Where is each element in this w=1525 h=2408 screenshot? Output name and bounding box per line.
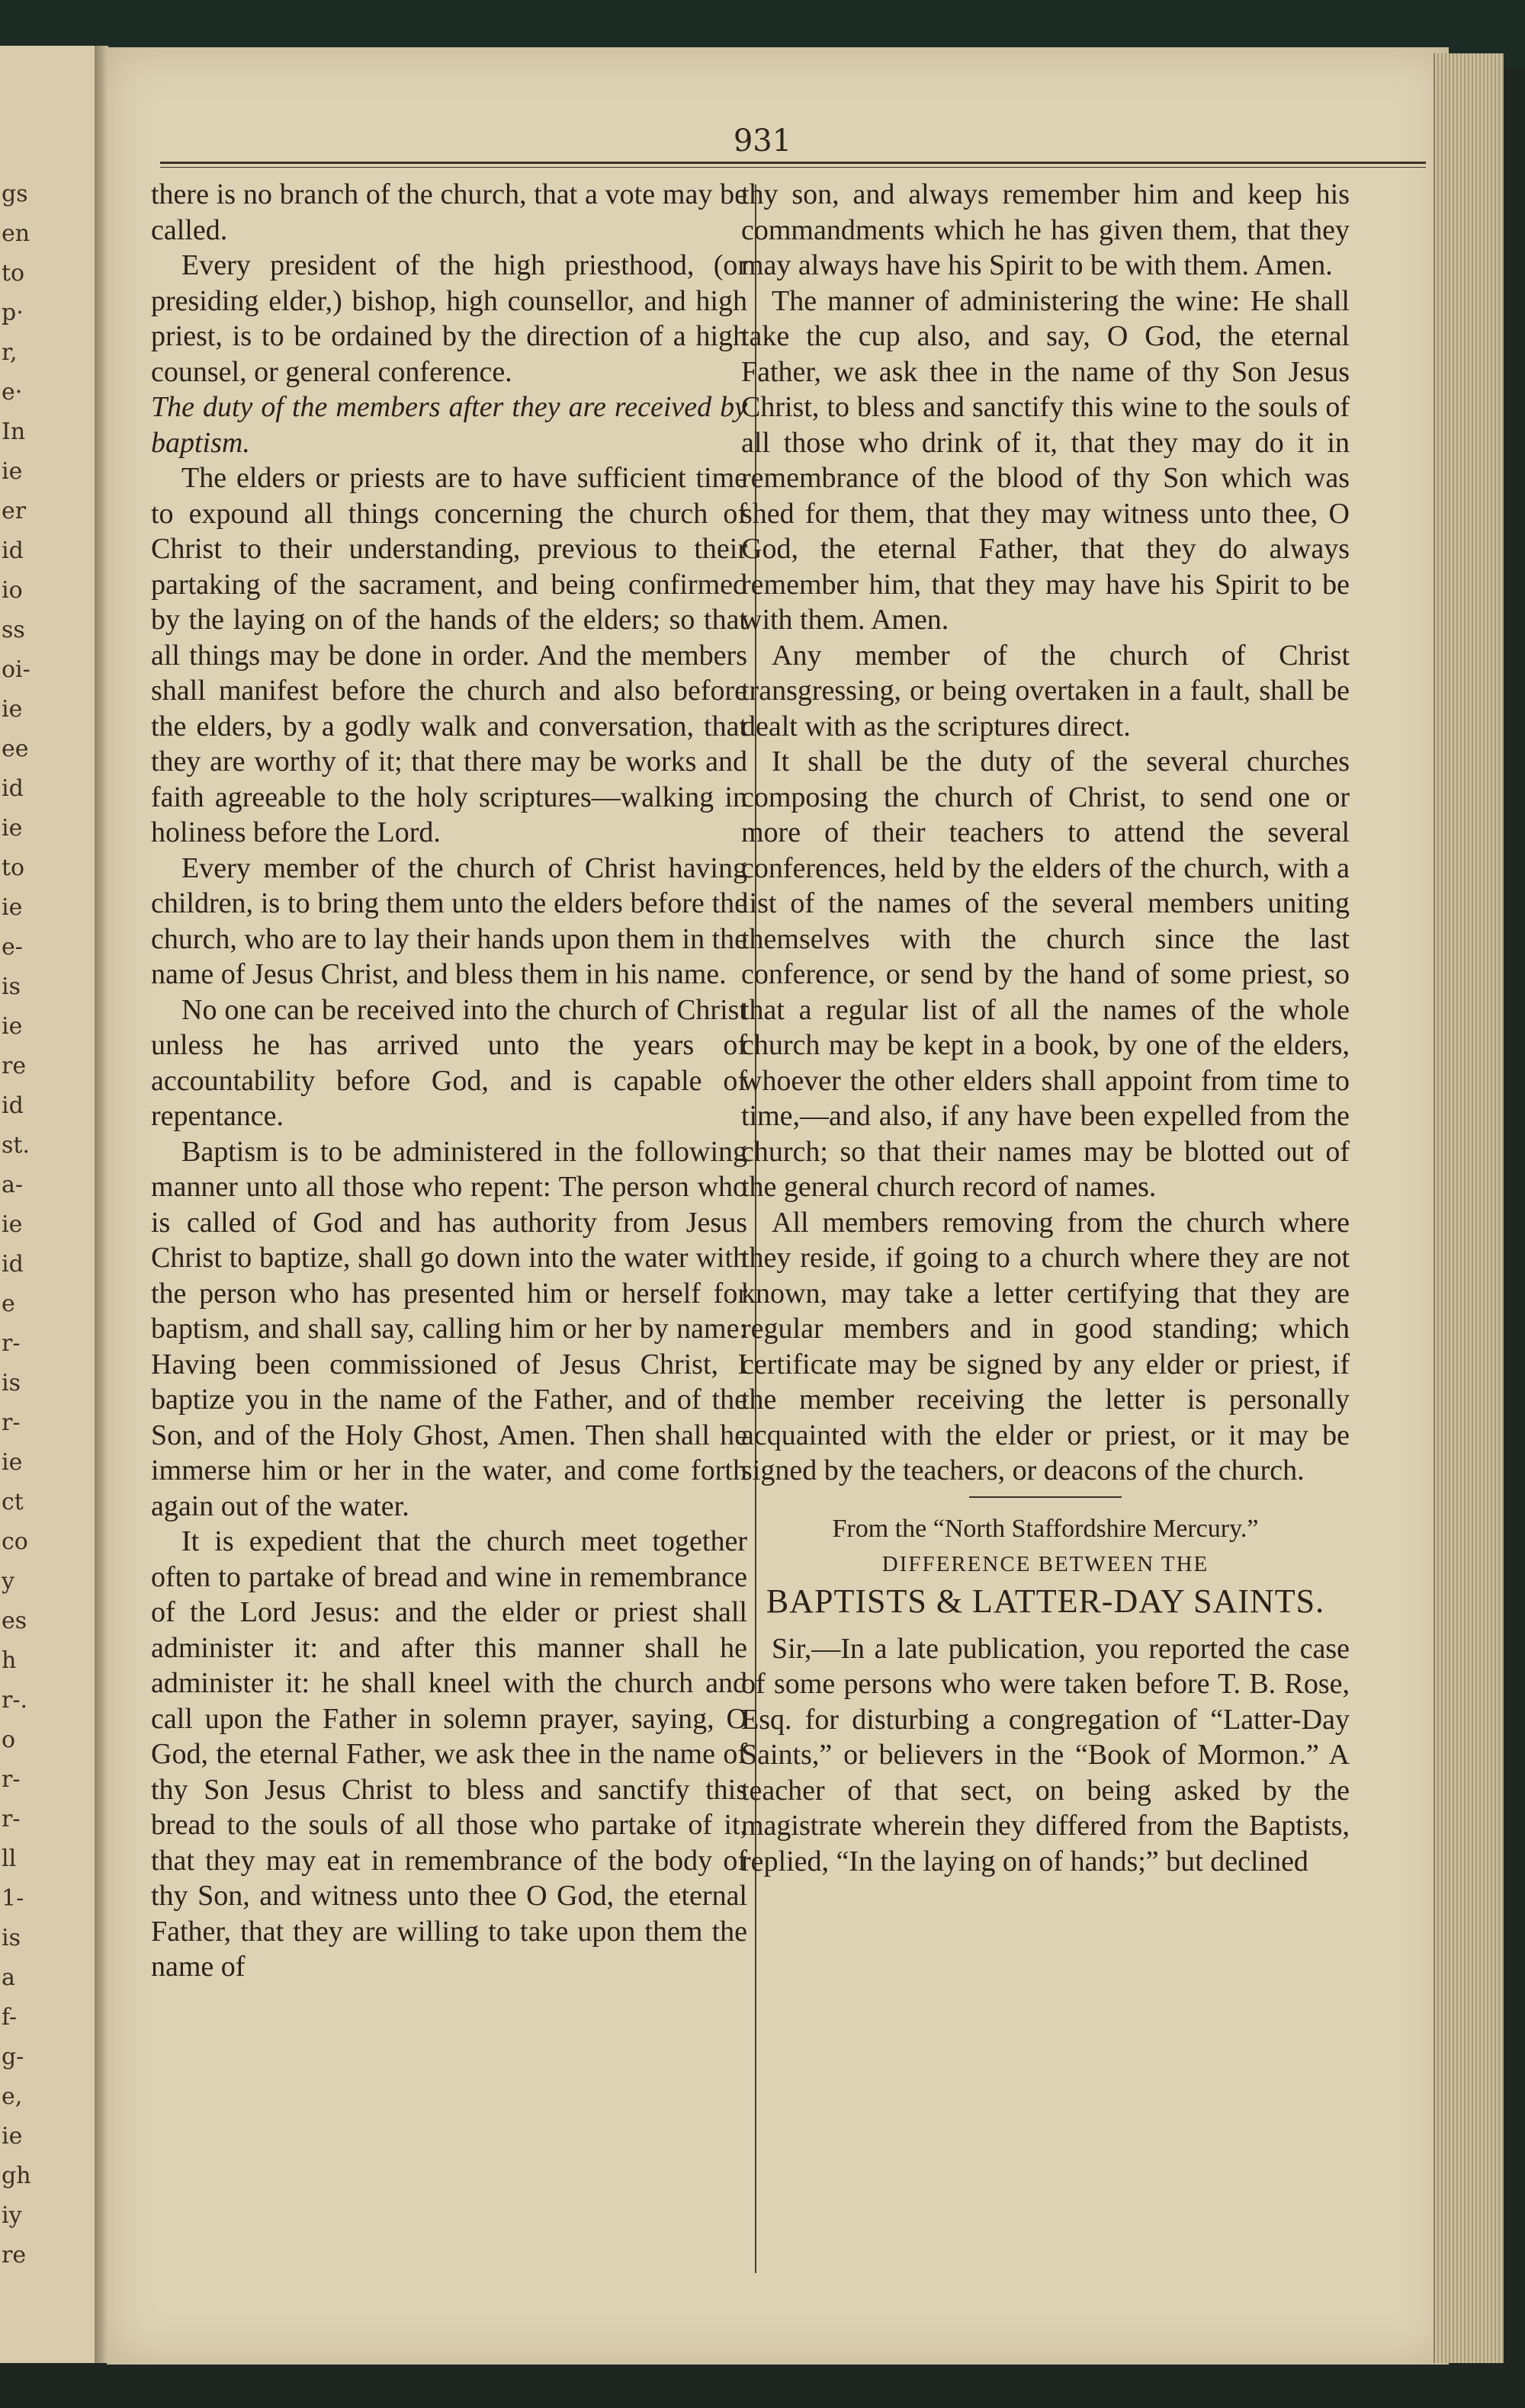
facing-page-fragment: ie (2, 894, 23, 921)
facing-page-fragment: r-. (2, 1687, 28, 1714)
facing-page-fragment: oi- (2, 656, 30, 683)
paragraph: Baptism is to be administered in the following manner unto all those who repent: The person who is called of God and has authority from Jesus Christ to baptize, shall go down into the water with the person who has presented him or herself for baptism, and shall say, calling him or her by name: Having been commissioned of Jesus Christ, I baptize you in the name of the Father, and of the Son, and of the Holy Ghost, Amen. Then shall he immerse him or her in the water, and come forth again out of the water. (151, 1135, 747, 1522)
facing-page-fragment: e- (2, 934, 23, 960)
paragraph: thy son, and always remember him and keep his commandments which he has given them, that they may always have his Spirit to be with them. Amen. (741, 178, 1350, 281)
facing-page-fragment: ie (2, 1211, 23, 1238)
facing-page-fragment: h (2, 1647, 17, 1674)
facing-page-fragment: id (2, 775, 24, 802)
facing-page-fragment: id (2, 1251, 24, 1278)
paragraph: No one can be received into the church of Christ unless he has arrived unto the years of accountability before God, and is capable of repentance. (151, 993, 747, 1132)
paragraph: The elders or priests are to have sufficient time to expound all things concerning the church of Christ to their understanding, previous to their partaking of the sacrament, and being confirmed by the laying on of the hands of the elders; so that all things may be done in order. And the members shall manifest before the church and also before the elders, by a godly walk and conversation, that they are worthy of it; that there may be works and faith agreeable to the holy scriptures—walking in holiness before the Lord. (151, 462, 747, 848)
header-rule-thin (160, 167, 1426, 168)
facing-page-fragment: id (2, 537, 24, 564)
facing-page-fragment: en (2, 220, 30, 247)
paragraph: It shall be the duty of the several churches composing the church of Christ, to send one or more of their teachers to attend the several conferences, held by the elders of the church, with a list of the names of the several members uniting themselves with the church since the last conference, or send by the hand of some priest, so that a regular list of all the names of the whole church may be kept in a book, by one of the elders, whoever the other elders shall appoint from time to time,—and also, if any have been expelled from the church; so that their names may be blotted out of the general church record of names. (741, 745, 1350, 1203)
article-body: Sir,—In a late publication, you reported the case of some persons who were taken before T. B. Rose, Esq. for disturbing a congregation of “Latter-Day Saints,” or believers in the “Book of Mormon.” A teacher of that sect, on being asked by the magistrate wherein they differed from the Baptists, replied, “In the laying on of hands;” but declined (741, 1632, 1350, 1877)
page-stack-edge (1434, 53, 1504, 2363)
facing-page-fragment: a- (2, 1172, 24, 1198)
left-column (151, 177, 747, 1985)
facing-page-fragment: r- (2, 1330, 21, 1357)
facing-page-fragment: g- (2, 2044, 24, 2070)
facing-page-fragment: In (2, 418, 26, 445)
facing-page-edge (0, 46, 99, 2363)
facing-page-fragment: is (2, 1925, 21, 1951)
right-column (741, 177, 1350, 1879)
article-source: From the “North Staffordshire Mercury.” (832, 1514, 1259, 1543)
facing-page-fragment: e (2, 1291, 15, 1317)
facing-page-fragment: id (2, 1092, 24, 1119)
paragraph: The manner of administering the wine: He shall take the cup also, and say, O God, the eternal Father, we ask thee in the name of thy Son Jesus Christ, to bless and sanctify this wine to the souls of all those who drink of it, that they may do it in remembrance of the blood of thy Son which was shed for them, that they may witness unto thee, O God, the eternal Father, that they do always remember him, that they may have his Spirit to be with them. Amen. (741, 284, 1350, 636)
facing-page-fragment: st. (2, 1132, 30, 1159)
right-column-paragraphs (741, 177, 1350, 1489)
facing-page-fragment: ee (2, 736, 29, 762)
facing-page-fragment: 1- (2, 1885, 24, 1912)
facing-page-fragment: r, (2, 339, 18, 366)
facing-page-fragment: ie (2, 1449, 23, 1476)
facing-page-fragment: iy (2, 2202, 22, 2229)
facing-page-fragment: co (2, 1528, 28, 1555)
facing-page-fragment: es (2, 1608, 27, 1634)
facing-page-fragment: f- (2, 2004, 18, 2031)
paragraph: All members removing from the church where they reside, if going to a church where they are not known, may take a letter certifying that they are regular members and in good standing; which certificate may be signed by any elder or priest, if the member receiving the letter is personally acquainted with the elder or priest, or it may be signed by the teachers, or deacons of the church. (741, 1206, 1350, 1486)
facing-page-fragment: r- (2, 1409, 21, 1436)
page-number: 931 (733, 123, 792, 159)
facing-page-fragment: ie (2, 458, 23, 485)
facing-page-fragment: ie (2, 696, 23, 723)
facing-page-fragment: o (2, 1727, 16, 1753)
article-divider (969, 1496, 1122, 1498)
paragraph: Every president of the high priesthood, (or presiding elder,) bishop, high counsellor, and high priest, is to be ordained by the direction of a high counsel, or general conference. (151, 249, 747, 388)
paragraph: The duty of the members after they are received by baptism. (151, 391, 747, 459)
article-kicker: DIFFERENCE BETWEEN THE (881, 1552, 1209, 1576)
facing-page-fragment: r- (2, 1806, 21, 1832)
paragraph: there is no branch of the church, that a vote may be called. (151, 178, 747, 246)
paragraph: Any member of the church of Christ transgressing, or being overtaken in a fault, shall be dealt with as the scriptures direct. (741, 639, 1350, 742)
facing-page-fragment: ie (2, 2123, 23, 2150)
header-rule (160, 162, 1426, 164)
facing-page-fragment: r- (2, 1766, 21, 1793)
facing-page-fragment: io (2, 577, 23, 604)
facing-page-fragment: ie (2, 1013, 23, 1040)
facing-page-fragment: is (2, 973, 21, 1000)
facing-page-fragment: e· (2, 379, 23, 406)
facing-page-fragment: a (2, 1964, 15, 1991)
facing-page-fragment: ie (2, 815, 23, 842)
facing-page-fragment: re (2, 1053, 27, 1079)
facing-page-fragment: is (2, 1370, 21, 1396)
facing-page-fragment: y (2, 1568, 14, 1595)
paragraph: It is expedient that the church meet together often to partake of bread and wine in remembrance of the Lord Jesus: and the elder or priest shall administer it: and after this manner shall he administer it: he shall kneel with the church and call upon the Father in solemn prayer, saying, O God, the eternal Father, we ask thee in the name of thy Son Jesus Christ to bless and sanctify this bread to the souls of all those who partake of it, that they may eat in remembrance of the body of thy Son, and witness unto thee O God, the eternal Father, that they are willing to take upon them the name of (151, 1525, 747, 1983)
facing-page-fragment: e, (2, 2083, 23, 2110)
facing-page-fragment: p· (2, 300, 24, 326)
facing-page-fragment: to (2, 260, 25, 287)
facing-page-fragment: ll (2, 1845, 17, 1872)
paragraph: Every member of the church of Christ having children, is to bring them unto the elders before the church, who are to lay their hands upon them in the name of Jesus Christ, and bless them in his name. (151, 851, 747, 990)
facing-page-fragment: gs (2, 181, 28, 207)
article-title: BAPTISTS & LATTER-DAY SAINTS. (766, 1582, 1325, 1620)
facing-page-fragment: to (2, 855, 25, 881)
facing-page-fragment: re (2, 2242, 27, 2269)
facing-page-fragment: gh (2, 2163, 31, 2189)
facing-page-fragment: ct (2, 1489, 24, 1515)
facing-page-fragment: er (2, 498, 27, 524)
facing-page-fragment: ss (2, 617, 25, 643)
